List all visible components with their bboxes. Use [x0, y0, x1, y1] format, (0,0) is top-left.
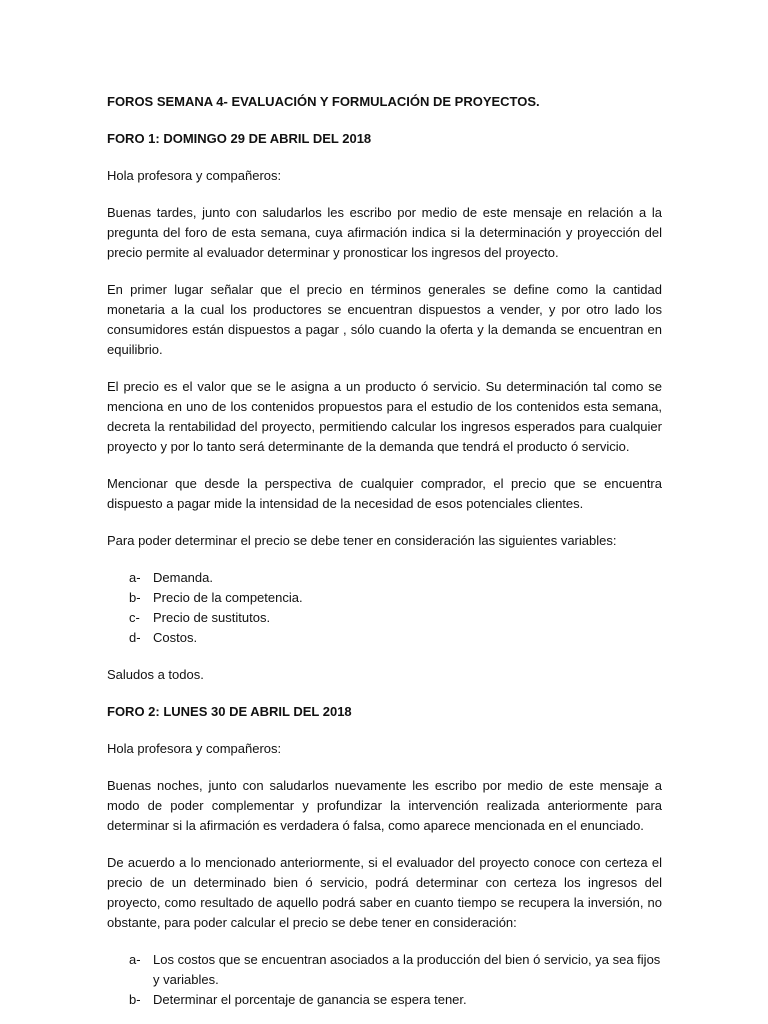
list-marker: a-	[129, 952, 141, 967]
foro2-greeting: Hola profesora y compañeros:	[107, 741, 282, 756]
foro2-heading: FORO 2: LUNES 30 DE ABRIL DEL 2018	[107, 704, 352, 719]
list-marker: b-	[129, 590, 141, 605]
list-item-text: Costos.	[153, 630, 198, 645]
list-marker: c-	[129, 610, 140, 625]
foro1-paragraph-3: El precio es el valor que se le asigna a un producto ó servicio. Su determinación tal como se menciona en uno de los contenidos propuestos para el estudio de los contenidos esta semana, decreta la rentabilidad del proyecto, permitiendo calcular los ingresos esperados para cualquier proyecto y por lo tanto será determinante de la demanda que tendrá el producto ó servicio.	[107, 379, 662, 454]
foro1-heading: FORO 1: DOMINGO 29 DE ABRIL DEL 2018	[107, 131, 372, 146]
foro1-paragraph-5: Para poder determinar el precio se debe tener en consideración las siguientes variables:	[107, 533, 617, 548]
list-item-text: Precio de sustitutos.	[153, 610, 271, 625]
list-item	[129, 950, 662, 990]
list-item-text: Demanda.	[153, 570, 213, 585]
list-item	[129, 990, 662, 1010]
foro1-variables-list	[107, 568, 662, 648]
list-marker: a-	[129, 570, 141, 585]
list-item-text: Los costos que se encuentran asociados a la producción del bien ó servicio, ya sea fijos y variables.	[153, 952, 661, 987]
foro2-considerations-list	[107, 950, 662, 1010]
list-item-text: Precio de la competencia.	[153, 590, 303, 605]
foro1-greeting: Hola profesora y compañeros:	[107, 168, 282, 183]
list-item-text: Determinar el porcentaje de ganancia se espera tener.	[153, 992, 467, 1007]
document-title: FOROS SEMANA 4- EVALUACIÓN Y FORMULACIÓN DE PROYECTOS.	[107, 94, 540, 109]
foro1-closing: Saludos a todos.	[107, 667, 204, 682]
foro2-paragraph-2: De acuerdo a lo mencionado anteriormente, si el evaluador del proyecto conoce con certeza el precio de un determinado bien ó servicio, podrá determinar con certeza los ingresos del proyecto, como resultado de aquello podrá saber en cuanto tiempo se recupera la inversión, no obstante, para poder calcular el precio se debe tener en consideración:	[107, 855, 662, 930]
list-item	[129, 608, 662, 628]
list-item	[129, 568, 662, 588]
list-marker: d-	[129, 630, 141, 645]
foro1-paragraph-2: En primer lugar señalar que el precio en términos generales se define como la cantidad monetaria a la cual los productores se encuentran dispuestos a vender, y por otro lado los consumidores están dispuestos a pagar , sólo cuando la oferta y la demanda se encuentran en equilibrio.	[107, 282, 662, 357]
foro1-paragraph-1: Buenas tardes, junto con saludarlos les escribo por medio de este mensaje en relación a la pregunta del foro de esta semana, cuya afirmación indica si la determinación y proyección del precio permite al evaluador determinar y pronosticar los ingresos del proyecto.	[107, 205, 662, 260]
list-item	[129, 588, 662, 608]
list-item	[129, 628, 662, 648]
foro2-paragraph-1: Buenas noches, junto con saludarlos nuevamente les escribo por medio de este mensaje a modo de poder complementar y profundizar la intervención realizada anteriormente para determinar si la afirmación es verdadera ó falsa, como aparece mencionada en el enunciado.	[107, 778, 662, 833]
list-marker: b-	[129, 992, 141, 1007]
foro1-paragraph-4: Mencionar que desde la perspectiva de cualquier comprador, el precio que se encuentra dispuesto a pagar mide la intensidad de la necesidad de esos potenciales clientes.	[107, 476, 662, 511]
